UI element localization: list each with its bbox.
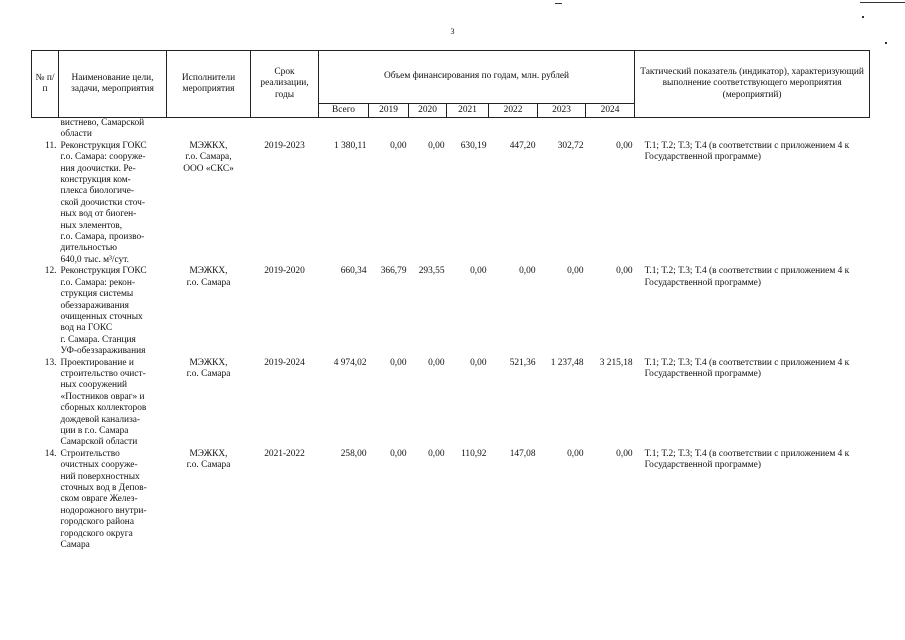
row-executors: МЭЖКХ, г.о. Самара (186, 357, 231, 379)
scan-mark-top-right (860, 2, 905, 3)
row-indicator: Т.1; Т.2; Т.3; Т.4 (в соответствии с приложением 4 к Государственной программе) (644, 266, 850, 288)
row-2022: 447,20 (509, 140, 536, 151)
row-2024: 0,00 (616, 140, 633, 151)
row-num: 12. (44, 266, 57, 277)
row-period: 2019-2023 (264, 140, 305, 151)
table-row (32, 358, 870, 449)
header-year-2022: 2022 (489, 104, 538, 118)
header-year-2023: 2023 (538, 104, 586, 118)
row-2021: 0,00 (470, 357, 487, 368)
row-total: 4 974,02 (333, 357, 367, 368)
row-name: Реконструкция ГОКС г.о. Самара: рекон- струкция системы обеззараживания очищенных сточных вод на ГОКС г. Самара. Станция УФ-обеззараживания (60, 266, 147, 357)
row-2021: 110,92 (461, 448, 487, 459)
row-num: 14. (44, 448, 57, 459)
row-2021: 630,19 (460, 140, 487, 151)
row-executors: МЭЖКХ, г.о. Самара (186, 448, 231, 471)
header-total: Всего (319, 104, 369, 118)
row-2024: 0,00 (616, 266, 633, 277)
row-num: 13. (44, 357, 57, 368)
row-2022: 147,08 (509, 448, 536, 459)
header-year-2019: 2019 (369, 104, 409, 118)
row-2022: 0,00 (519, 266, 536, 277)
table-row (32, 266, 870, 357)
table-row (32, 141, 870, 266)
continuation-row (32, 118, 870, 141)
row-total: 660,34 (340, 266, 367, 277)
row-2020: 0,00 (428, 448, 445, 459)
row-executors: МЭЖКХ, г.о. Самара (186, 266, 231, 288)
row-indicator: Т.1; Т.2; Т.3; Т.4 (в соответствии с приложением 4 к Государственной программе) (644, 357, 850, 379)
scan-dot-2 (885, 42, 887, 44)
row-2020: 0,00 (428, 357, 445, 368)
scan-dot-1 (862, 16, 864, 18)
row-2024: 0,00 (616, 448, 633, 459)
row-2019: 0,00 (390, 448, 407, 459)
row-period: 2019-2024 (264, 357, 305, 368)
row-name: Реконструкция ГОКС г.о. Самара: сооруже- ния доочистки. Ре- конструкция ком- плекса биологиче- ской доочистки сточ- ных вод от биоген- ных элементов, г.о. Самара, произво- дительностью 640,0 тыс. м³/сут. (60, 140, 147, 265)
row-2023: 1 237,48 (550, 357, 584, 368)
row-2023: 0,00 (567, 266, 584, 277)
header-num: № п/п (32, 51, 59, 118)
row-name: Строительство очистных сооруже- ний поверхностных сточных вод в Депов- ском овраге Желез- нодорожного внутри- городского района городского округа Самара (60, 448, 147, 551)
row-2023: 0,00 (567, 448, 584, 459)
continuation-text: вистнево, Самарской области (60, 118, 145, 140)
row-name: Проектирование и строительство очист- ных сооружений «Постников овраг» и сборных коллекторов дождевой канализа- ции в г.о. Самара Самарской области (60, 357, 147, 448)
funding-table (31, 50, 870, 551)
row-num: 11. (45, 140, 57, 151)
row-total: 1 380,11 (334, 140, 367, 151)
header-year-2020: 2020 (409, 104, 447, 118)
header-year-2024: 2024 (586, 104, 635, 118)
header-year-2021: 2021 (447, 104, 489, 118)
header-funding: Объем финансирования по годам, млн. рублей (319, 51, 635, 104)
row-2020: 0,00 (428, 140, 445, 151)
header-executors: Исполнители мероприятия (167, 51, 251, 118)
scan-mark-top (555, 3, 562, 4)
row-2021: 0,00 (470, 266, 487, 277)
row-2019: 0,00 (390, 357, 407, 368)
row-period: 2019-2020 (264, 266, 305, 277)
header-indicator: Тактический показатель (индикатор), характеризующий выполнение соответствующего мероприятия (мероприятий) (635, 51, 870, 118)
row-total: 258,00 (340, 448, 367, 459)
page-number: 3 (450, 27, 455, 36)
header-period: Срок реализации, годы (251, 51, 319, 118)
row-2020: 293,55 (418, 266, 445, 277)
row-2022: 521,36 (509, 357, 536, 368)
row-period: 2021-2022 (264, 448, 305, 459)
header-row (32, 51, 870, 104)
row-2023: 302,72 (557, 140, 584, 151)
row-2019: 0,00 (390, 140, 407, 151)
header-name: Наименование цели, задачи, мероприятия (59, 51, 167, 118)
row-indicator: Т.1; Т.2; Т.3; Т.4 (в соответствии с приложением 4 к Государственной программе) (644, 448, 850, 471)
row-executors: МЭЖКХ, г.о. Самара, ООО «СКС» (183, 140, 234, 174)
row-2024: 3 215,18 (599, 357, 633, 368)
row-indicator: Т.1; Т.2; Т.3; Т.4 (в соответствии с приложением 4 к Государственной программе) (644, 140, 850, 163)
table-row (32, 449, 870, 552)
row-2019: 366,79 (380, 266, 407, 277)
